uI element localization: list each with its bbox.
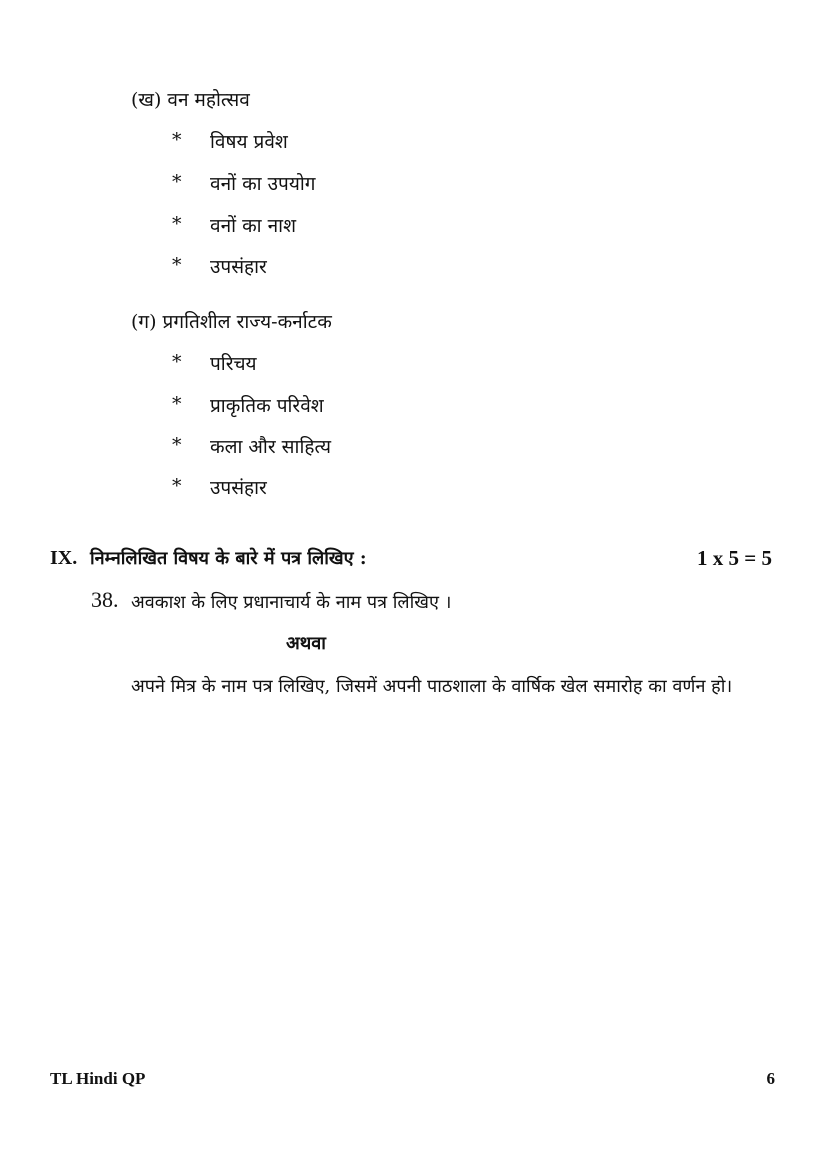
- bullet-star: *: [172, 171, 182, 193]
- section-number: IX.: [50, 547, 78, 569]
- topic-c-point-3: कला और साहित्य: [210, 436, 331, 458]
- section-marks: 1 x 5 = 5: [697, 546, 772, 570]
- or-label: अथवा: [286, 633, 326, 654]
- topic-b-point-3: वनों का नाश: [210, 215, 297, 237]
- bullet-star: *: [172, 393, 182, 415]
- topic-b-point-4: उपसंहार: [210, 256, 267, 278]
- essay-topic-b-label: (ख) वन महोत्सव: [131, 89, 250, 111]
- topic-c-point-4: उपसंहार: [210, 477, 267, 499]
- bullet-star: *: [172, 475, 182, 497]
- essay-topic-c-label: (ग) प्रगतिशील राज्य-कर्नाटक: [131, 311, 332, 333]
- bullet-star: *: [172, 129, 182, 151]
- question-text: अवकाश के लिए प्रधानाचार्य के नाम पत्र लिखिए ।: [131, 592, 452, 613]
- topic-c-point-1: परिचय: [210, 353, 257, 375]
- topic-c-point-2: प्राकृतिक परिवेश: [210, 395, 324, 417]
- question-number: 38.: [91, 587, 119, 612]
- footer-paper-code: TL Hindi QP: [50, 1069, 146, 1088]
- topic-b-point-2: वनों का उपयोग: [210, 173, 316, 195]
- bullet-star: *: [172, 213, 182, 235]
- bullet-star: *: [172, 254, 182, 276]
- topic-b-point-1: विषय प्रवेश: [210, 131, 288, 153]
- alternative-question-text: अपने मित्र के नाम पत्र लिखिए, जिसमें अपनी पाठशाला के वार्षिक खेल समारोह का वर्णन हो।: [131, 676, 733, 697]
- bullet-star: *: [172, 351, 182, 373]
- section-title: निम्नलिखित विषय के बारे में पत्र लिखिए :: [90, 548, 367, 569]
- bullet-star: *: [172, 434, 182, 456]
- page-number: 6: [766, 1069, 775, 1088]
